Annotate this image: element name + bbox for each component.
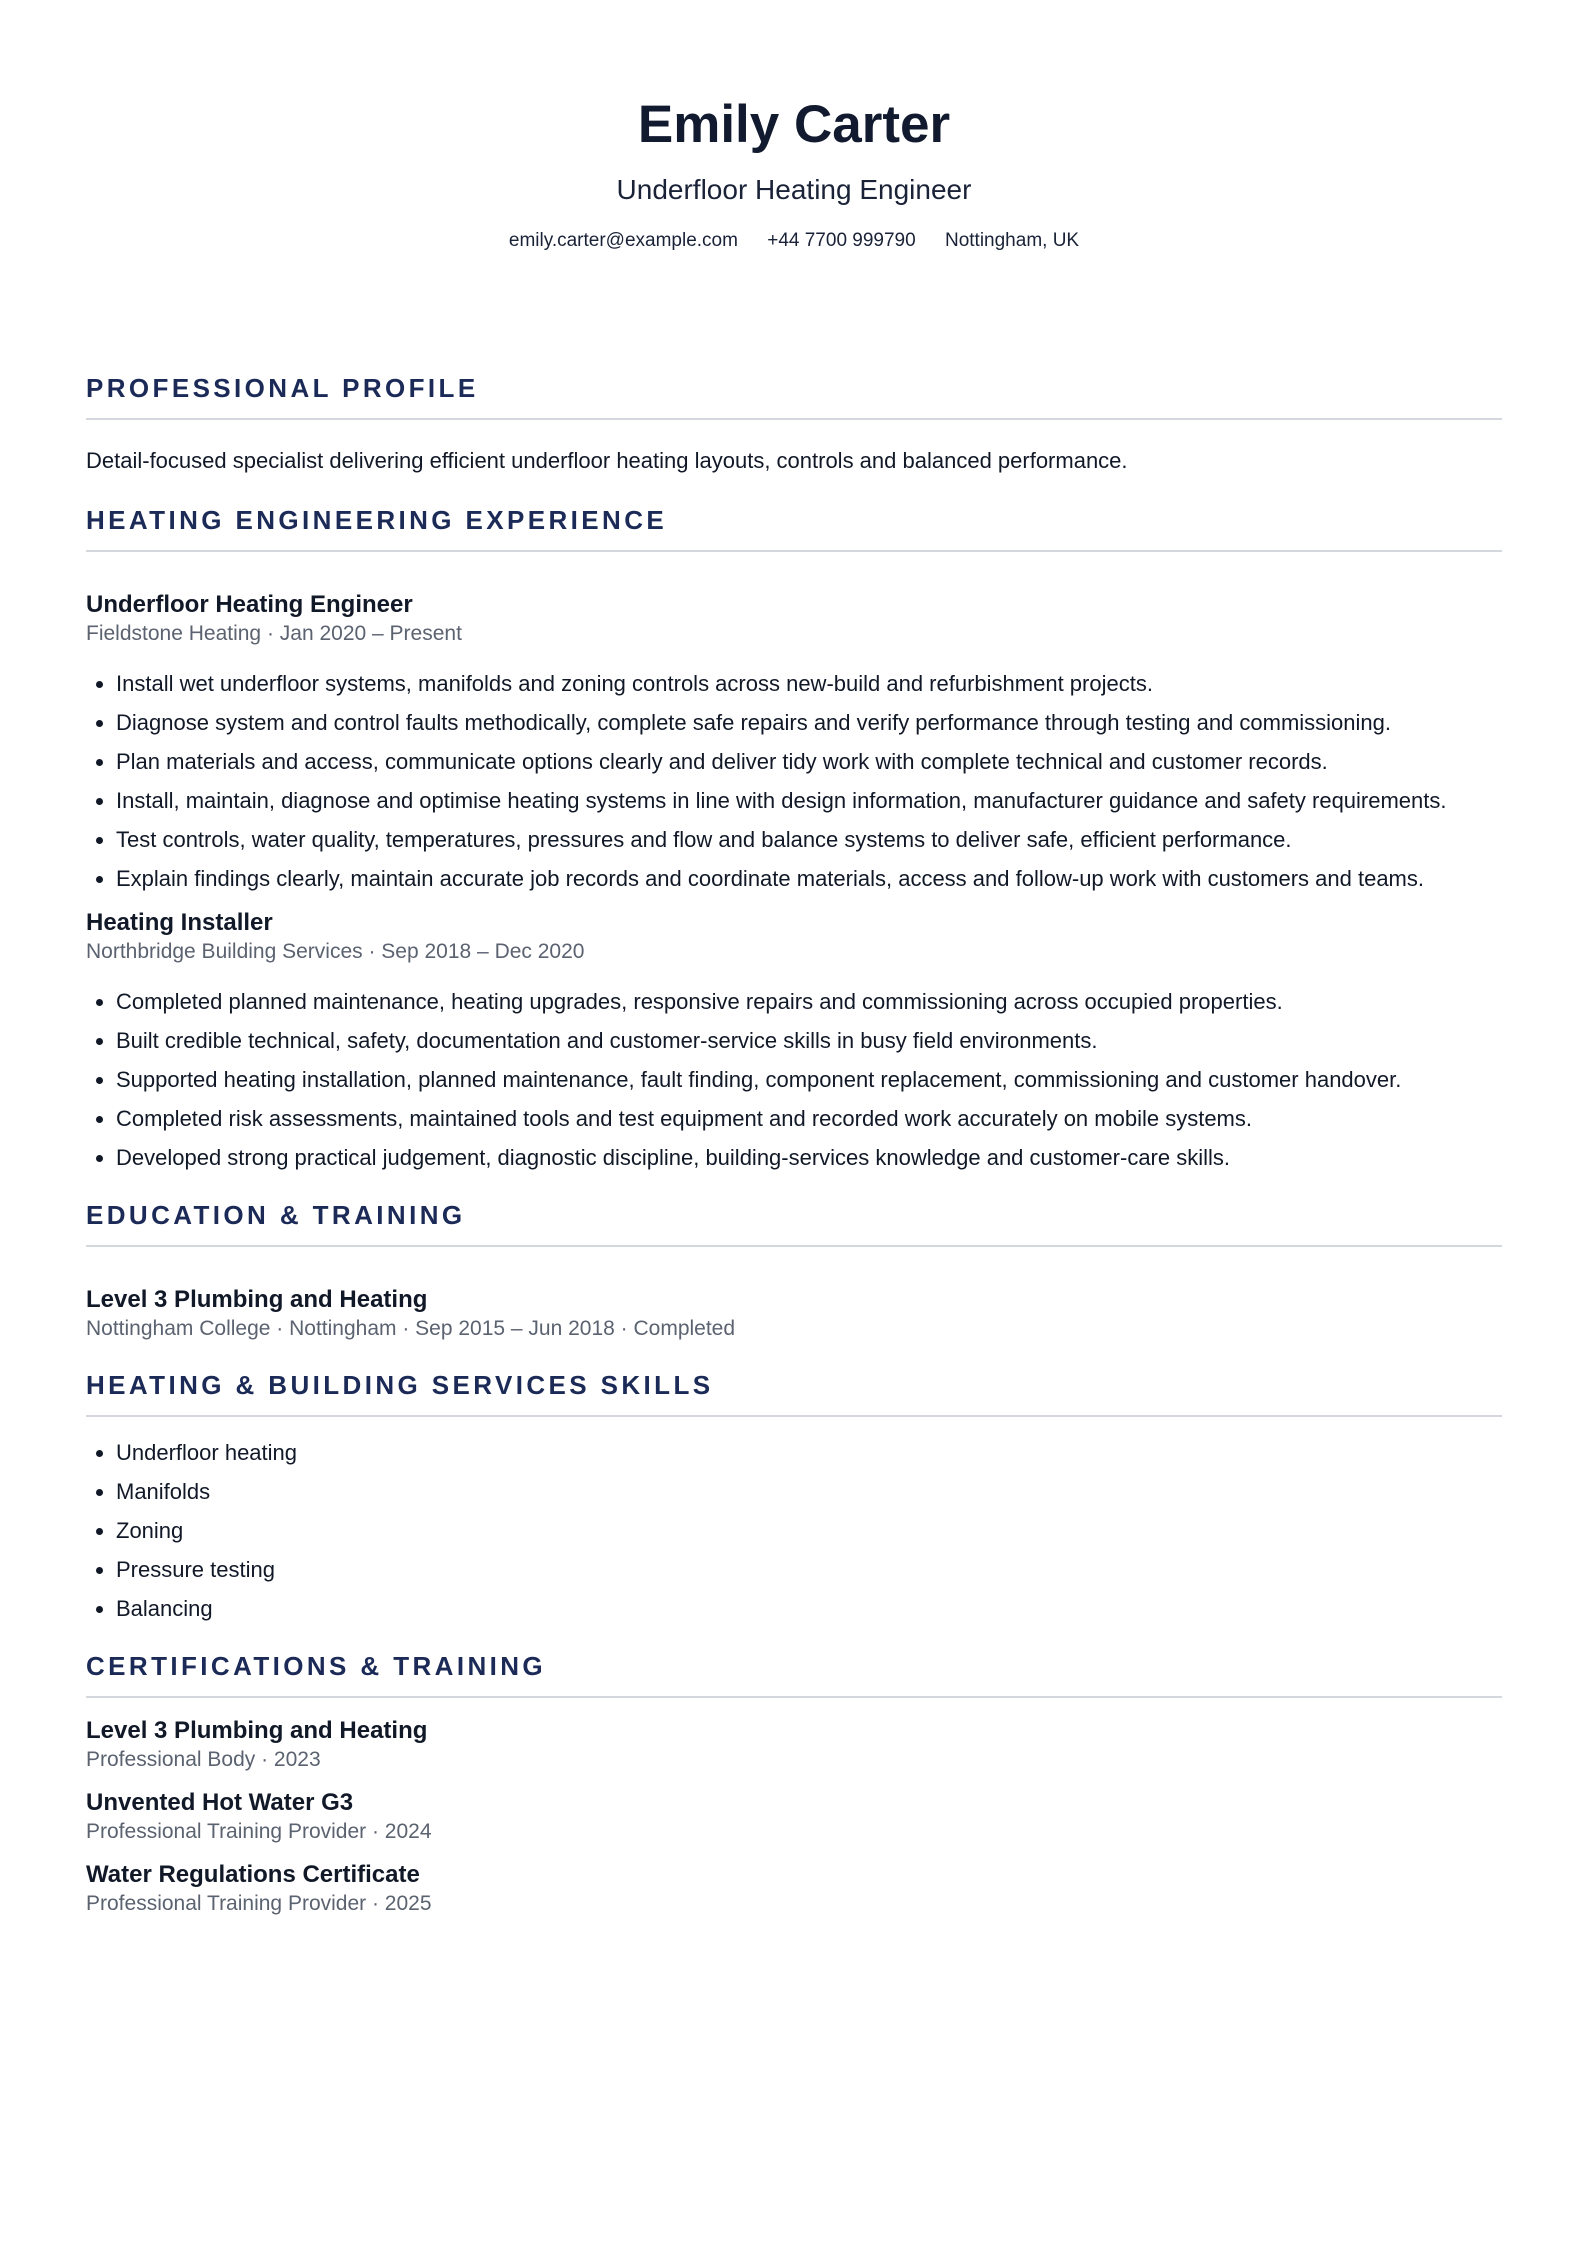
certification-title: Water Regulations Certificate [86, 1861, 420, 1888]
certification-meta: Professional Body · 2023 [86, 1748, 321, 1771]
job-meta: Northbridge Building Services · Sep 2018 – Dec 2020 [86, 940, 585, 963]
section-heading: HEATING ENGINEERING EXPERIENCE [86, 504, 1502, 552]
list-item: • Developed strong practical judgement, diagnostic discipline, building-services knowledge and customer-care skills. [116, 1142, 1502, 1173]
list-item: • Underfloor heating [116, 1437, 1502, 1468]
list-item: • Supported heating installation, planned maintenance, fault finding, component replacement, commissioning and customer handover. [116, 1064, 1502, 1095]
list-item: • Completed planned maintenance, heating upgrades, responsive repairs and commissioning across occupied properties. [116, 986, 1502, 1017]
job-entry [86, 590, 1502, 894]
certification-entry [86, 1860, 1502, 1918]
certifications-list [86, 1716, 1502, 1918]
list-item: • Manifolds [116, 1476, 1502, 1507]
experience-section [86, 504, 1502, 1173]
list-item: • Test controls, water quality, temperatures, pressures and flow and balance systems to deliver safe, efficient performance. [116, 824, 1502, 855]
contact-phone[interactable]: +44 7700 999790 [767, 230, 916, 251]
education-entry [86, 1285, 1502, 1343]
job-bullets [86, 986, 1502, 1173]
list-item: • Built credible technical, safety, documentation and customer-service skills in busy field environments. [116, 1025, 1502, 1056]
list-item: • Zoning [116, 1515, 1502, 1546]
job-entry [86, 908, 1502, 1173]
list-item: • Completed risk assessments, maintained tools and test equipment and recorded work accurately on mobile systems. [116, 1103, 1502, 1134]
list-item: • Balancing [116, 1593, 1502, 1624]
skills-section [86, 1369, 1502, 1624]
list-item: • Install wet underfloor systems, manifolds and zoning controls across new-build and refurbishment projects. [116, 668, 1502, 699]
candidate-name: Emily Carter [637, 95, 951, 154]
job-title: Underfloor Heating Engineer [86, 591, 413, 618]
section-heading: CERTIFICATIONS & TRAINING [86, 1650, 1502, 1698]
section-heading: PROFESSIONAL PROFILE [86, 372, 1502, 420]
certification-meta: Professional Training Provider · 2024 [86, 1820, 432, 1843]
job-meta: Fieldstone Heating · Jan 2020 – Present [86, 622, 462, 645]
certification-entry [86, 1716, 1502, 1774]
section-heading: EDUCATION & TRAINING [86, 1199, 1502, 1247]
skills-list [86, 1437, 1502, 1624]
education-section [86, 1199, 1502, 1343]
job-bullets [86, 668, 1502, 894]
certifications-section [86, 1650, 1502, 1918]
job-title: Heating Installer [86, 909, 273, 936]
education-meta: Nottingham College · Nottingham · Sep 2015 – Jun 2018 · Completed [86, 1317, 736, 1340]
education-title: Level 3 Plumbing and Heating [86, 1286, 428, 1313]
contact-email[interactable]: emily.carter@example.com [508, 230, 738, 251]
resume-header [86, 0, 1502, 254]
section-heading: HEATING & BUILDING SERVICES SKILLS [86, 1369, 1502, 1417]
profile-text: Detail-focused specialist delivering efficient underfloor heating layouts, controls and balanced performance. [86, 448, 1128, 473]
certification-entry [86, 1788, 1502, 1846]
certification-title: Level 3 Plumbing and Heating [86, 1717, 428, 1744]
certification-title: Unvented Hot Water G3 [86, 1789, 354, 1816]
list-item: • Install, maintain, diagnose and optimise heating systems in line with design information, manufacturer guidance and safety requirements. [116, 785, 1502, 816]
contact-location: Nottingham, UK [944, 230, 1080, 251]
contact-line [86, 228, 1502, 254]
list-item: • Pressure testing [116, 1554, 1502, 1585]
certification-meta: Professional Training Provider · 2025 [86, 1892, 432, 1915]
list-item: • Plan materials and access, communicate options clearly and deliver tidy work with complete technical and customer records. [116, 746, 1502, 777]
list-item: • Explain findings clearly, maintain accurate job records and coordinate materials, access and follow-up work with customers and teams. [116, 863, 1502, 894]
profile-section [86, 372, 1502, 476]
candidate-title: Underfloor Heating Engineer [616, 174, 972, 205]
list-item: • Diagnose system and control faults methodically, complete safe repairs and verify performance through testing and commissioning. [116, 707, 1502, 738]
